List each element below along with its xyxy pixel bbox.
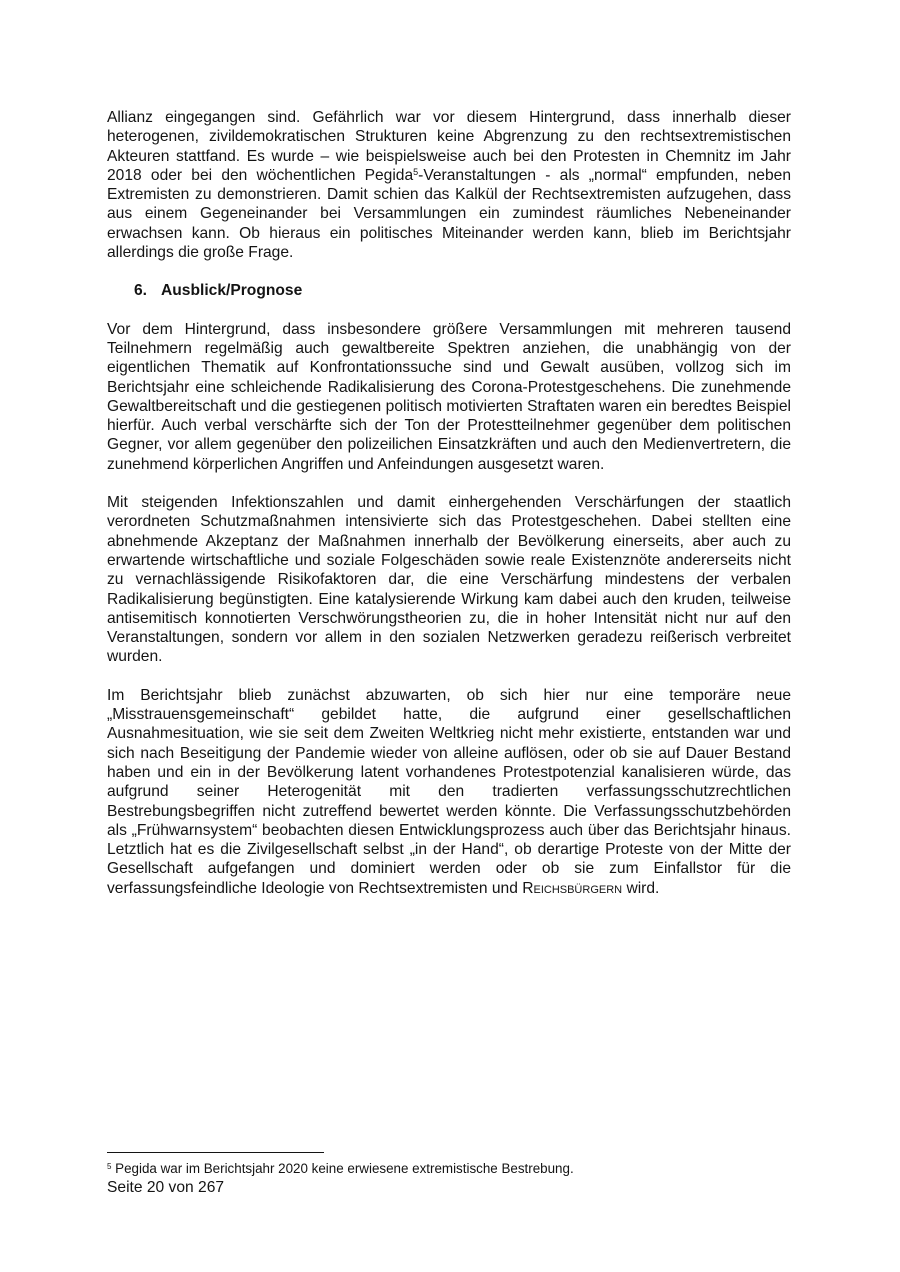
section-title: Ausblick/Prognose xyxy=(161,282,303,300)
footnote-text: Pegida war im Berichtsjahr 2020 keine erwiesene extremistische Bestrebung. xyxy=(111,1161,574,1176)
section-number: 6. xyxy=(134,282,148,300)
footnote-marker: 5 xyxy=(107,1162,112,1171)
footnote-separator xyxy=(107,1152,324,1153)
paragraph-alliance xyxy=(107,108,791,262)
document-body xyxy=(107,108,791,917)
paragraph-text: wird. xyxy=(622,879,660,897)
paragraph-radicalization: Vor dem Hintergrund, dass insbesondere größere Versammlungen mit mehreren tausend Teilnehmern regelmäßig auch gewaltbereite Spektren anziehen, die unabhängig von der eigentlichen Thematik auf Konfrontationssuche sind und Gewalt ausüben, vollzog sich im Berichtsjahr eine schleichende Radikalisierung des Corona-Protestgeschehens. Die zunehmende Gewaltbereitschaft und die gestiegenen politisch motivierten Straftaten waren ein beredtes Beispiel hierfür. Auch verbal verschärfte sich der Ton der Protestteilnehmer gegenüber dem politischen Gegner, vor allem gegenüber den polizeilichen Einsatzkräften und auch den Medienvertretern, die zunehmend körperlichen Angriffen und Anfeindungen ausgesetzt waren. xyxy=(107,320,791,473)
section-heading xyxy=(107,281,791,300)
paragraph-text: -Veranstaltungen - als „normal“ empfunden, neben Extremisten zu demonstrieren. Damit schien das Kalkül der Rechtsextremisten aufzugehen, dass aus einem Gegeneinander bei Versammlungen ein zumindest räumliches Nebeneinander erwachsen kann. Ob hieraus ein politisches Miteinander werden kann, blieb im Berichtsjahr allerdings die große Frage. xyxy=(107,166,791,262)
page-number: Seite 20 von 267 xyxy=(107,1179,225,1196)
footnote-reference[interactable]: 5 xyxy=(413,166,419,177)
paragraph-outlook xyxy=(107,686,791,898)
footnote xyxy=(107,1160,791,1177)
paragraph-text: Im Berichtsjahr blieb zunächst abzuwarten, ob sich hier nur eine temporäre neue „Misstrauensgemeinschaft“ gebildet hatte, die aufgrund einer gesellschaftlichen Ausnahmesituation, wie sie seit dem Zweiten Weltkrieg nicht mehr existierte, entstanden war und sich nach Beseitigung der Pandemie wieder von alleine auflösen, oder ob sie auf Dauer Bestand haben und ein in der Bevölkerung latent vorhandenes Protestpotenzial kanalisieren würde, das aufgrund seiner Heterogenität mit den tradierten verfassungsschutzrechtlichen Bestrebungsbegriffen nicht zutreffend bewertet werden könnte. Die Verfassungsschutzbehörden als „Frühwarnsystem“ beobachten diesen Entwicklungsprozess auch über das Berichtsjahr hinaus. Letztlich hat es die Zivilgesellschaft selbst „in der Hand“, ob derartige Proteste von der Mitte der Gesellschaft aufgefangen und dominiert werden oder ob sie zum Einfallstor für die verfassungsfeindliche Ideologie von Rechtsextremisten und xyxy=(107,686,791,897)
paragraph-text: Allianz eingegangen sind. Gefährlich war vor diesem Hintergrund, dass innerhalb dieser heterogenen, zivildemokratischen Strukturen keine Abgrenzung zu den rechtsextremistischen Akteuren stattfand. Es wurde – wie beispielsweise auch bei den Protesten in Chemnitz im Jahr 2018 oder bei den wöchentlichen Pegida xyxy=(107,109,791,184)
small-caps-term: Reichsbürgern xyxy=(522,879,623,897)
paragraph-infection-rates: Mit steigenden Infektionszahlen und damit einhergehenden Verschärfungen der staatlich verordneten Schutzmaßnahmen intensivierte sich das Protestgeschehen. Dabei stellten eine abnehmende Akzeptanz der Maßnahmen innerhalb der Bevölkerung einerseits, aber auch zu erwartende wirtschaftliche und soziale Folgeschäden sowie reale Existenznöte andererseits nicht zu vernachlässigende Risikofaktoren dar, die eine Verschärfung mindestens der verbalen Radikalisierung begünstigten. Eine katalysierende Wirkung kam dabei auch den kruden, teilweise antisemitisch konnotierten Verschwörungstheorien zu, die in hoher Intensität nicht nur auf den Veranstaltungen, sondern vor allem in den sozialen Netzwerken geradezu reißerisch verbreitet wurden. xyxy=(107,494,791,666)
